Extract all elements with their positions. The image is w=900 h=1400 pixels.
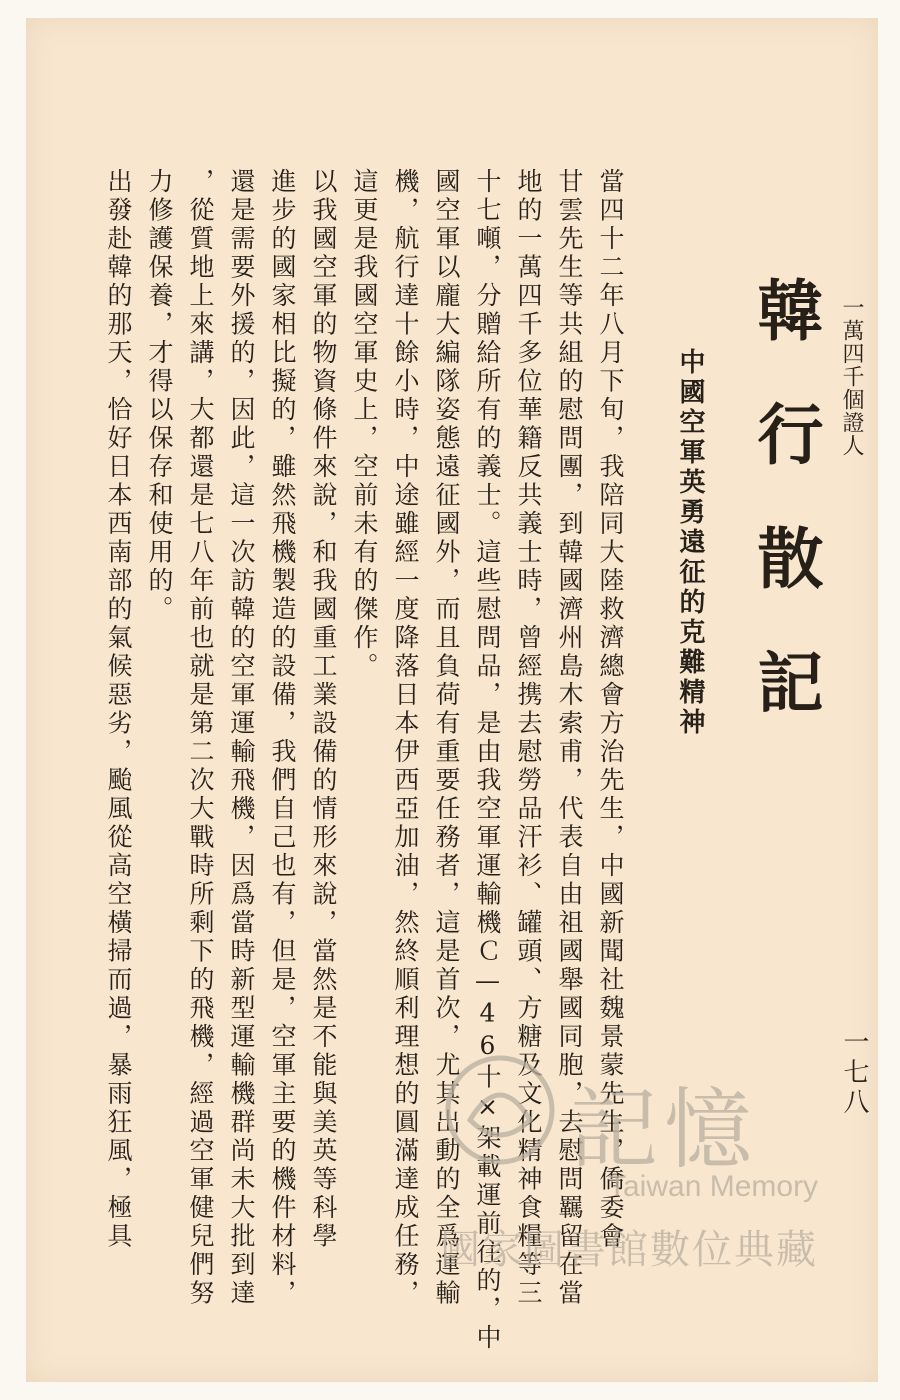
watermark-subtitle: 國家圖書館數位典藏 — [440, 1227, 818, 1273]
running-head: 一萬四千個證人 — [839, 296, 864, 457]
body-line: 進步的國家相比擬的，雖然飛機製造的設備，我們自己也有，但是，空軍主要的機件材料， — [268, 168, 297, 1308]
watermark-english: Taiwan Memory — [608, 1170, 819, 1203]
body-line: 機，航行達十餘小時，中途雖經一度降落日本伊西亞加油，然終順利理想的圓滿達成任務， — [391, 168, 420, 1308]
page-number: 一七八 — [839, 1028, 869, 1118]
body-line: 還是需要外援的，因此，這一次訪韓的空軍運輸飛機，因爲當時新型運輸機群尚未大批到達 — [227, 168, 256, 1308]
body-line: 出發赴韓的那天，恰好日本西南部的氣候惡劣，颱風從高空橫掃而過，暴雨狂風，極具 — [104, 168, 133, 1251]
body-line: 這更是我國空軍史上，空前未有的傑作。 — [350, 168, 379, 681]
body-line: ，從質地上來講，大都還是七八年前也就是第二次大戰時所剩下的飛機，經過空軍健兒們努 — [186, 168, 215, 1308]
body-line: 國空軍以龐大編隊姿態遠征國外，而且負荷有重要任務者，這是首次，尤其出動的全爲運輸 — [432, 168, 461, 1308]
body-line: 當四十二年八月下旬，我陪同大陸救濟總會方治先生，中國新聞社魏景蒙先生，僑委會 — [596, 168, 625, 1251]
body-line: 以我國空軍的物資條件來說，和我國重工業設備的情形來說，當然是不能與美英等科學 — [309, 168, 338, 1251]
body-line: 十七噸，分贈給所有的義士。這些慰問品，是由我空軍運輸機Ｃ—46十×架載運前往的，中 — [473, 168, 502, 1353]
body-line: 地的一萬四千多位華籍反共義士時，曾經携去慰勞品汗衫、罐頭、方糖及文化精神食糧等三 — [514, 168, 543, 1308]
chapter-title: 韓行散記 — [746, 276, 824, 772]
section-subtitle: 中國空軍英勇遠征的克難精神 — [675, 348, 705, 738]
watermark-text: 記憶 — [570, 1078, 759, 1181]
seal-icon — [440, 1050, 560, 1170]
body-line: 力修護保養，才得以保存和使用的。 — [145, 168, 174, 624]
body-line: 甘雲先生等共組的慰問團，到韓國濟州島木索甫，代表自由祖國舉國同胞，去慰問羈留在當 — [555, 168, 584, 1308]
taiwan-memory-watermark — [440, 1050, 850, 1290]
